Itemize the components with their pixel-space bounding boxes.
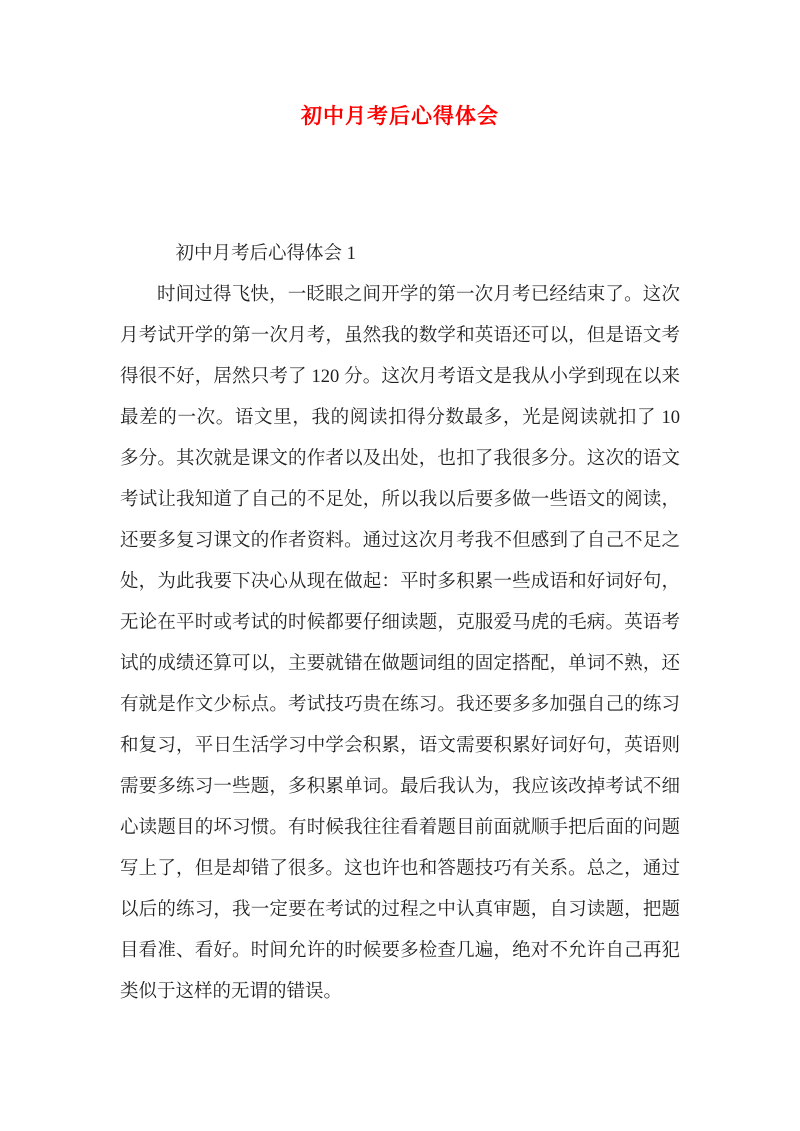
body-paragraph: 时间过得飞快，一眨眼之间开学的第一次月考已经结束了。这次月考试开学的第一次月考，虽然我的数学和英语还可以，但是语文考得很不好，居然只考了 120 分。这次月考语文是我从小学到现在以来最差的一次。语文里，我的阅读扣得分数最多，光是阅读就扣了 10 多分。其次就是课文的作者以及出处，也扣了我很多分。这次的语文考试让我知道了自己的不足处，所以我以后要多做一些语文的阅读，还要多复习课文的作者资料。通过这次月考我不但感到了自己不足之处，为此我要下决心从现在做起：平时多积累一些成语和好词好句，无论在平时或考试的时候都要仔细读题，克服爱马虎的毛病。英语考试的成绩还算可以，主要就错在做题词组的固定搭配，单词不熟，还有就是作文少标点。考试技巧贵在练习。我还要多多加强自己的练习和复习，平日生活学习中学会积累，语文需要积累好词好句，英语则需要多练习一些题，多积累单词。最后我认为，我应该改掉考试不细心读题目的坏习惯。有时候我往往看着题目前面就顺手把后面的问题写上了，但是却错了很多。这也许也和答题技巧有关系。总之，通过以后的练习，我一定要在考试的过程之中认真审题，自习读题，把题目看准、看好。时间允许的时候要多检查几遍，绝对不允许自己再犯类似于这样的无谓的错误。 xyxy=(120,285,680,1002)
document-body xyxy=(120,234,680,1013)
section-heading: 初中月考后心得体会 1 xyxy=(175,244,356,264)
document-title: 初中月考后心得体会 xyxy=(301,104,499,128)
